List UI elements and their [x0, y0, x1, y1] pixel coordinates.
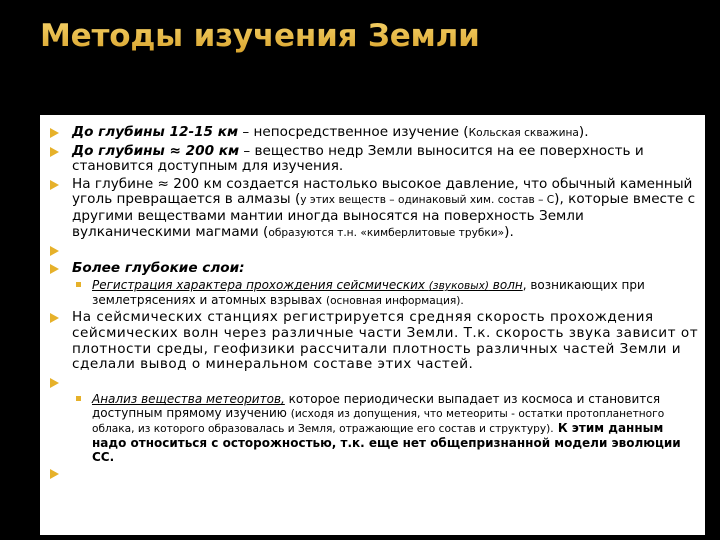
list-item: На глубине ≈ 200 км создается настолько высокое давление, что обычный каменный уголь превращается в алмазы (у этих веществ – одинаковый хим. состав – С), которые вместе с другими веществами мантии иногда выносятся на поверхность Земли вулканическими магмами (образуются т.н. «кимберлитовые трубки»). [48, 177, 700, 241]
bullet-arrow-icon [50, 128, 59, 138]
sub-list-item: Анализ вещества метеоритов, которое периодически выпадает из космоса и становится доступным прямому изучению (исходя из допущения, что метеориты - остатки протопланетного облака, из которого образовалась и Земля, отражающие его состав и структуру). К этим данным надо относиться с осторожностью, т.к. еще нет общепризнанной модели эволюции СС. [48, 392, 700, 464]
list-item: До глубины 12-15 км – непосредственное изучение (Кольская скважина). [48, 125, 700, 142]
slide-content [40, 115, 705, 535]
list-item: До глубины ≈ 200 км – вещество недр Земли выносится на ее поверхность и становится доступным для изучения. [48, 144, 700, 175]
bullet-square-icon [76, 282, 81, 287]
title-bar [0, 0, 720, 112]
bullet-arrow-icon [50, 469, 59, 479]
list-item-empty [48, 375, 700, 391]
list-item-empty [48, 243, 700, 259]
slide-title: Методы изучения Земли [40, 18, 480, 54]
bullet-arrow-icon [50, 246, 59, 256]
list-item-empty [48, 466, 700, 482]
bullet-square-icon [76, 396, 81, 401]
sub-list-item: Регистрация характера прохождения сейсмических (звуковых) волн, возникающих при землетрясениях и атомных взрывах (основная информация). [48, 278, 700, 308]
list-item: Более глубокие слои: [48, 261, 700, 277]
bullet-arrow-icon [50, 378, 59, 388]
bullet-arrow-icon [50, 313, 59, 323]
list-item: На сейсмических станциях регистрируется средняя скорость прохождения сейсмических волн через различные части Земли. Т.к. скорость звука зависит от плотности среды, геофизики рассчитали плотность различных частей Земли и сделали вывод о минеральном составе этих частей. [48, 310, 700, 372]
bullet-arrow-icon [50, 147, 59, 157]
bullet-list [48, 125, 700, 484]
bullet-arrow-icon [50, 264, 59, 274]
bullet-arrow-icon [50, 180, 59, 190]
